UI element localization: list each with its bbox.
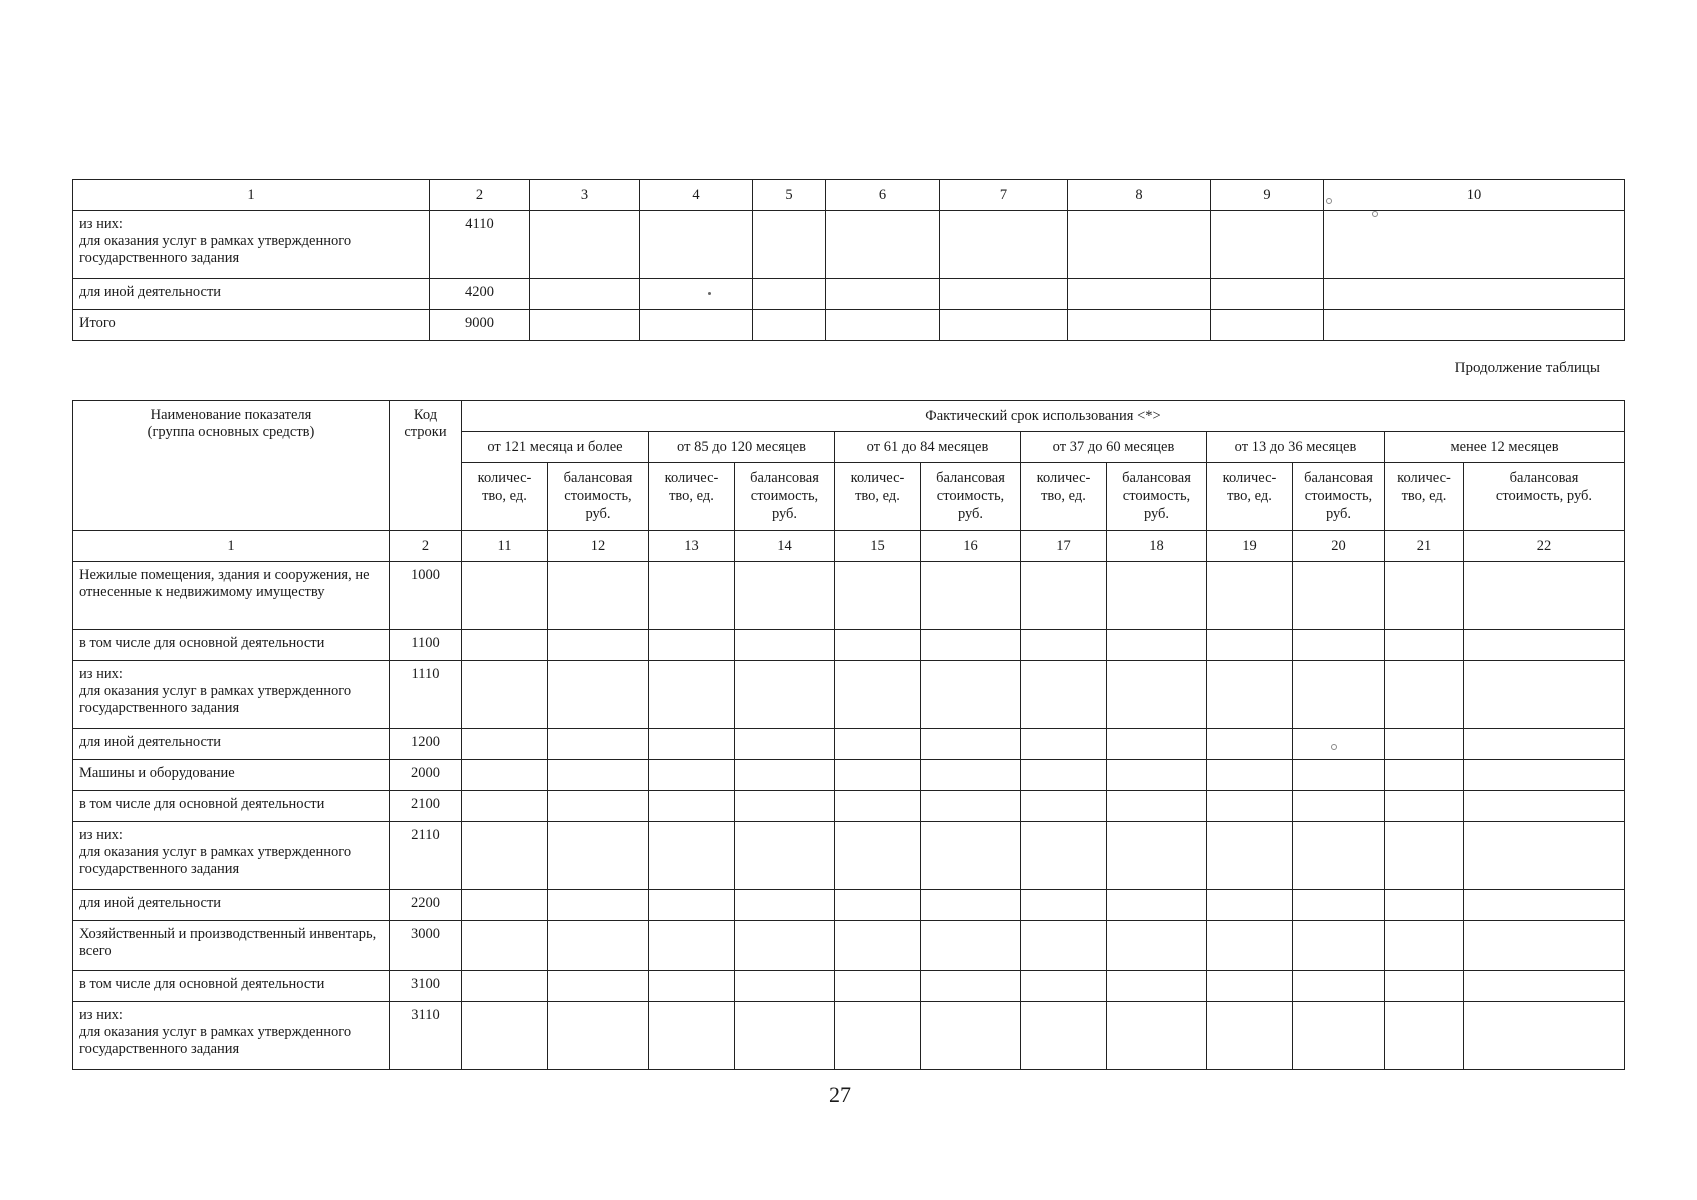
empty-cell	[548, 921, 649, 971]
qty-header: количес- тво, ед.	[1021, 463, 1107, 531]
empty-cell	[1207, 921, 1293, 971]
empty-cell	[649, 1002, 735, 1070]
header-group: Фактический срок использования <*>	[462, 401, 1625, 432]
column-number: 1	[73, 180, 430, 211]
empty-cell	[1021, 890, 1107, 921]
qty-header: количес- тво, ед.	[1385, 463, 1464, 531]
empty-cell	[921, 822, 1021, 890]
empty-cell	[649, 661, 735, 729]
header-name: Наименование показателя (группа основных средств)	[73, 401, 390, 531]
empty-cell	[1293, 971, 1385, 1002]
row-code: 4110	[430, 211, 530, 279]
column-number: 6	[826, 180, 940, 211]
empty-cell	[1293, 791, 1385, 822]
row-name: для иной деятельности	[73, 729, 390, 760]
empty-cell	[1385, 562, 1464, 630]
empty-cell	[1385, 791, 1464, 822]
empty-cell	[548, 760, 649, 791]
empty-cell	[1207, 661, 1293, 729]
scan-speck	[708, 292, 711, 295]
column-number: 11	[462, 531, 548, 562]
empty-cell	[462, 822, 548, 890]
empty-cell	[1107, 562, 1207, 630]
qty-header: количес- тво, ед.	[1207, 463, 1293, 531]
empty-cell	[835, 760, 921, 791]
column-number: 5	[753, 180, 826, 211]
empty-cell	[548, 661, 649, 729]
empty-cell	[835, 630, 921, 661]
empty-cell	[548, 791, 649, 822]
empty-cell	[462, 729, 548, 760]
column-number: 19	[1207, 531, 1293, 562]
empty-cell	[1021, 562, 1107, 630]
top-table	[72, 179, 1625, 341]
empty-cell	[1107, 760, 1207, 791]
empty-cell	[921, 760, 1021, 791]
value-header: балансовая стоимость, руб.	[1293, 463, 1385, 531]
row-code: 9000	[430, 310, 530, 341]
table-row	[73, 279, 1625, 310]
empty-cell	[1385, 1002, 1464, 1070]
column-number: 16	[921, 531, 1021, 562]
header-row	[73, 401, 1625, 432]
empty-cell	[835, 729, 921, 760]
period-header: менее 12 месяцев	[1385, 432, 1625, 463]
empty-cell	[735, 630, 835, 661]
empty-cell	[1385, 971, 1464, 1002]
period-header: от 13 до 36 месяцев	[1207, 432, 1385, 463]
table-row	[73, 562, 1625, 630]
table-row	[73, 310, 1625, 341]
row-name: в том числе для основной деятельности	[73, 791, 390, 822]
empty-cell	[462, 562, 548, 630]
empty-cell	[835, 562, 921, 630]
main-table	[72, 400, 1625, 1070]
value-header: балансовая стоимость, руб.	[735, 463, 835, 531]
empty-cell	[835, 971, 921, 1002]
empty-cell	[735, 562, 835, 630]
column-number: 15	[835, 531, 921, 562]
column-number-row	[73, 531, 1625, 562]
empty-cell	[1207, 562, 1293, 630]
table-row	[73, 890, 1625, 921]
empty-cell	[462, 630, 548, 661]
empty-cell	[1207, 890, 1293, 921]
table-row	[73, 822, 1625, 890]
empty-cell	[1107, 729, 1207, 760]
empty-cell	[462, 890, 548, 921]
row-name: Машины и оборудование	[73, 760, 390, 791]
empty-cell	[1464, 890, 1625, 921]
empty-cell	[1021, 791, 1107, 822]
empty-cell	[649, 822, 735, 890]
empty-cell	[921, 661, 1021, 729]
empty-cell	[1207, 971, 1293, 1002]
empty-cell	[1293, 630, 1385, 661]
row-code: 3100	[390, 971, 462, 1002]
row-name: для иной деятельности	[73, 279, 430, 310]
empty-cell	[1021, 729, 1107, 760]
empty-cell	[1207, 760, 1293, 791]
row-code: 1200	[390, 729, 462, 760]
page-number: 27	[829, 1082, 851, 1107]
column-number: 7	[940, 180, 1068, 211]
value-header: балансовая стоимость, руб.	[921, 463, 1021, 531]
period-header: от 61 до 84 месяцев	[835, 432, 1021, 463]
empty-cell	[649, 921, 735, 971]
qty-header: количес- тво, ед.	[835, 463, 921, 531]
table-row	[73, 971, 1625, 1002]
row-code: 3000	[390, 921, 462, 971]
empty-cell	[1107, 661, 1207, 729]
empty-cell	[921, 562, 1021, 630]
empty-cell	[835, 791, 921, 822]
empty-cell	[835, 822, 921, 890]
column-number: 14	[735, 531, 835, 562]
column-number: 13	[649, 531, 735, 562]
row-code: 1110	[390, 661, 462, 729]
empty-cell	[735, 791, 835, 822]
column-number: 12	[548, 531, 649, 562]
empty-cell	[649, 890, 735, 921]
table-row	[73, 211, 1625, 279]
scan-speck	[1326, 198, 1332, 204]
row-name: в том числе для основной деятельности	[73, 971, 390, 1002]
empty-cell	[921, 1002, 1021, 1070]
table-row	[73, 729, 1625, 760]
row-name: Итого	[73, 310, 430, 341]
empty-cell	[1385, 729, 1464, 760]
table-row	[73, 791, 1625, 822]
row-name: из них: для оказания услуг в рамках утвержденного государственного задания	[73, 661, 390, 729]
column-number: 10	[1324, 180, 1625, 211]
empty-cell	[649, 791, 735, 822]
table-row	[73, 661, 1625, 729]
empty-cell	[1464, 661, 1625, 729]
empty-cell	[649, 630, 735, 661]
table-row	[73, 1002, 1625, 1070]
empty-cell	[735, 822, 835, 890]
empty-cell	[1464, 822, 1625, 890]
column-number: 20	[1293, 531, 1385, 562]
empty-cell	[1385, 760, 1464, 791]
scan-speck	[1372, 211, 1378, 217]
top-table-column-numbers	[73, 180, 1625, 211]
empty-cell	[1464, 729, 1625, 760]
column-number: 2	[390, 531, 462, 562]
row-name: для иной деятельности	[73, 890, 390, 921]
period-header: от 85 до 120 месяцев	[649, 432, 835, 463]
table-row	[73, 630, 1625, 661]
empty-cell	[1464, 921, 1625, 971]
empty-cell	[1021, 921, 1107, 971]
empty-cell	[1207, 729, 1293, 760]
empty-cell	[1293, 890, 1385, 921]
row-code: 4200	[430, 279, 530, 310]
empty-cell	[548, 630, 649, 661]
row-code: 2100	[390, 791, 462, 822]
empty-cell	[1385, 630, 1464, 661]
row-name: Нежилые помещения, здания и сооружения, не отнесенные к недвижимому имуществу	[73, 562, 390, 630]
empty-cell	[1021, 822, 1107, 890]
empty-cell	[1107, 921, 1207, 971]
empty-cell	[1293, 661, 1385, 729]
value-header: балансовая стоимость, руб.	[1464, 463, 1625, 531]
column-number: 4	[640, 180, 753, 211]
empty-cell	[1107, 822, 1207, 890]
empty-cell	[548, 1002, 649, 1070]
empty-cell	[1464, 971, 1625, 1002]
empty-cell	[735, 760, 835, 791]
empty-cell	[548, 562, 649, 630]
empty-cell	[548, 971, 649, 1002]
empty-cell	[462, 921, 548, 971]
row-name: в том числе для основной деятельности	[73, 630, 390, 661]
empty-cell	[921, 729, 1021, 760]
period-header: от 37 до 60 месяцев	[1021, 432, 1207, 463]
empty-cell	[1293, 562, 1385, 630]
empty-cell	[548, 822, 649, 890]
row-name: из них: для оказания услуг в рамках утвержденного государственного задания	[73, 211, 430, 279]
column-number: 3	[530, 180, 640, 211]
empty-cell	[921, 630, 1021, 661]
column-number: 17	[1021, 531, 1107, 562]
empty-cell	[1464, 791, 1625, 822]
column-number: 2	[430, 180, 530, 211]
column-number: 9	[1211, 180, 1324, 211]
empty-cell	[462, 971, 548, 1002]
empty-cell	[1021, 760, 1107, 791]
empty-cell	[1293, 921, 1385, 971]
empty-cell	[1021, 1002, 1107, 1070]
qty-header: количес- тво, ед.	[462, 463, 548, 531]
empty-cell	[1464, 630, 1625, 661]
value-header: балансовая стоимость, руб.	[548, 463, 649, 531]
empty-cell	[735, 729, 835, 760]
empty-cell	[921, 791, 1021, 822]
empty-cell	[1385, 822, 1464, 890]
continuation-label: Продолжение таблицы	[1454, 360, 1600, 376]
empty-cell	[1385, 661, 1464, 729]
empty-cell	[1021, 661, 1107, 729]
empty-cell	[649, 760, 735, 791]
empty-cell	[1207, 1002, 1293, 1070]
column-number: 1	[73, 531, 390, 562]
value-header: балансовая стоимость, руб.	[1107, 463, 1207, 531]
column-number: 22	[1464, 531, 1625, 562]
column-number: 8	[1068, 180, 1211, 211]
empty-cell	[1293, 822, 1385, 890]
empty-cell	[548, 729, 649, 760]
empty-cell	[1207, 791, 1293, 822]
row-name: Хозяйственный и производственный инвентарь, всего	[73, 921, 390, 971]
empty-cell	[462, 1002, 548, 1070]
empty-cell	[462, 661, 548, 729]
empty-cell	[1293, 1002, 1385, 1070]
empty-cell	[921, 921, 1021, 971]
empty-cell	[462, 791, 548, 822]
empty-cell	[1293, 760, 1385, 791]
empty-cell	[1464, 760, 1625, 791]
empty-cell	[735, 890, 835, 921]
row-name: из них: для оказания услуг в рамках утвержденного государственного задания	[73, 822, 390, 890]
period-header: от 121 месяца и более	[462, 432, 649, 463]
column-number: 21	[1385, 531, 1464, 562]
empty-cell	[1021, 971, 1107, 1002]
empty-cell	[1021, 630, 1107, 661]
column-number: 18	[1107, 531, 1207, 562]
empty-cell	[1207, 822, 1293, 890]
table-row	[73, 760, 1625, 791]
empty-cell	[921, 971, 1021, 1002]
empty-cell	[735, 661, 835, 729]
empty-cell	[649, 971, 735, 1002]
empty-cell	[1207, 630, 1293, 661]
row-code: 2000	[390, 760, 462, 791]
empty-cell	[735, 921, 835, 971]
header-code: Код строки	[390, 401, 462, 531]
empty-cell	[1107, 630, 1207, 661]
row-code: 1100	[390, 630, 462, 661]
empty-cell	[735, 1002, 835, 1070]
row-code: 1000	[390, 562, 462, 630]
empty-cell	[1385, 890, 1464, 921]
empty-cell	[735, 971, 835, 1002]
scan-speck	[1331, 744, 1337, 750]
row-name: из них: для оказания услуг в рамках утвержденного государственного задания	[73, 1002, 390, 1070]
empty-cell	[921, 890, 1021, 921]
row-code: 3110	[390, 1002, 462, 1070]
empty-cell	[1464, 1002, 1625, 1070]
empty-cell	[835, 890, 921, 921]
row-code: 2110	[390, 822, 462, 890]
empty-cell	[835, 921, 921, 971]
empty-cell	[1385, 921, 1464, 971]
empty-cell	[649, 729, 735, 760]
row-code: 2200	[390, 890, 462, 921]
empty-cell	[835, 1002, 921, 1070]
empty-cell	[548, 890, 649, 921]
main-table-body	[73, 562, 1625, 1070]
empty-cell	[1107, 791, 1207, 822]
empty-cell	[1293, 729, 1385, 760]
empty-cell	[1107, 1002, 1207, 1070]
empty-cell	[1464, 562, 1625, 630]
empty-cell	[1107, 971, 1207, 1002]
empty-cell	[462, 760, 548, 791]
qty-header: количес- тво, ед.	[649, 463, 735, 531]
empty-cell	[649, 562, 735, 630]
empty-cell	[835, 661, 921, 729]
empty-cell	[1107, 890, 1207, 921]
table-row	[73, 921, 1625, 971]
